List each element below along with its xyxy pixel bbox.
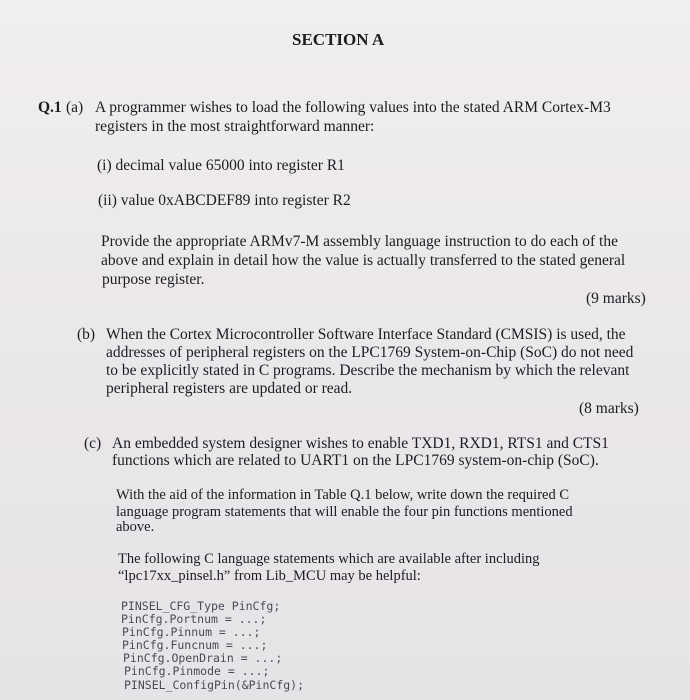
part-b-label: (b): [77, 326, 96, 343]
part-c-label: (c): [84, 435, 102, 452]
part-b-line2: addresses of peripheral registers on the LPC1769 System-on-Chip (SoC) do not need: [106, 344, 634, 361]
code-line: PINSEL_ConfigPin(&PinCfg);: [124, 678, 305, 692]
part-c-para-line3: above.: [116, 519, 155, 535]
part-c-line1: An embedded system designer wishes to enable TXD1, RXD1, RTS1 and CTS1: [112, 435, 609, 452]
part-a-label: (a): [66, 99, 84, 116]
part-c-line2: functions which are related to UART1 on the LPC1769 system-on-chip (SoC).: [112, 452, 599, 469]
part-a-line2: registers in the most straightforward manner:: [95, 118, 375, 135]
part-b-marks: (8 marks): [579, 400, 639, 417]
question-number: Q.1: [38, 99, 62, 116]
code-line: PinCfg.Pinmode = ...;: [124, 664, 270, 678]
code-line: PinCfg.Funcnum = ...;: [122, 638, 268, 652]
part-a-para-line1: Provide the appropriate ARMv7-M assembly language instruction to do each of the: [101, 233, 618, 250]
part-a-item-i: (i) decimal value 65000 into register R1: [97, 157, 345, 174]
code-line: PINSEL_CFG_Type PinCfg;: [121, 599, 281, 613]
part-c-helper-line2: “lpc17xx_pinsel.h” from Lib_MCU may be helpful:: [118, 568, 421, 584]
part-a-para-line2: above and explain in detail how the value is actually transferred to the stated general: [101, 252, 626, 269]
part-c-para-line1: With the aid of the information in Table Q.1 below, write down the required C: [116, 487, 570, 503]
part-a-para-line3: purpose register.: [102, 271, 205, 288]
part-a-line1: A programmer wishes to load the following values into the stated ARM Cortex-M3: [95, 99, 611, 116]
part-c-helper-line1: The following C language statements which are available after including: [118, 551, 540, 567]
part-b-line1: When the Cortex Microcontroller Software Interface Standard (CMSIS) is used, the: [106, 326, 626, 343]
code-line: PinCfg.OpenDrain = ...;: [123, 651, 283, 665]
part-b-line3: to be explicitly stated in C programs. Describe the mechanism by which the relevant: [106, 362, 630, 379]
part-b-line4: peripheral registers are updated or read.: [106, 380, 353, 397]
code-line: PinCfg.Pinnum = ...;: [122, 625, 261, 639]
part-a-item-ii: (ii) value 0xABCDEF89 into register R2: [98, 192, 351, 209]
part-c-para-line2: language program statements that will enable the four pin functions mentioned: [116, 504, 573, 520]
part-a-marks: (9 marks): [586, 290, 646, 307]
code-line: PinCfg.Portnum = ...;: [121, 612, 267, 626]
section-title: SECTION A: [292, 30, 385, 49]
